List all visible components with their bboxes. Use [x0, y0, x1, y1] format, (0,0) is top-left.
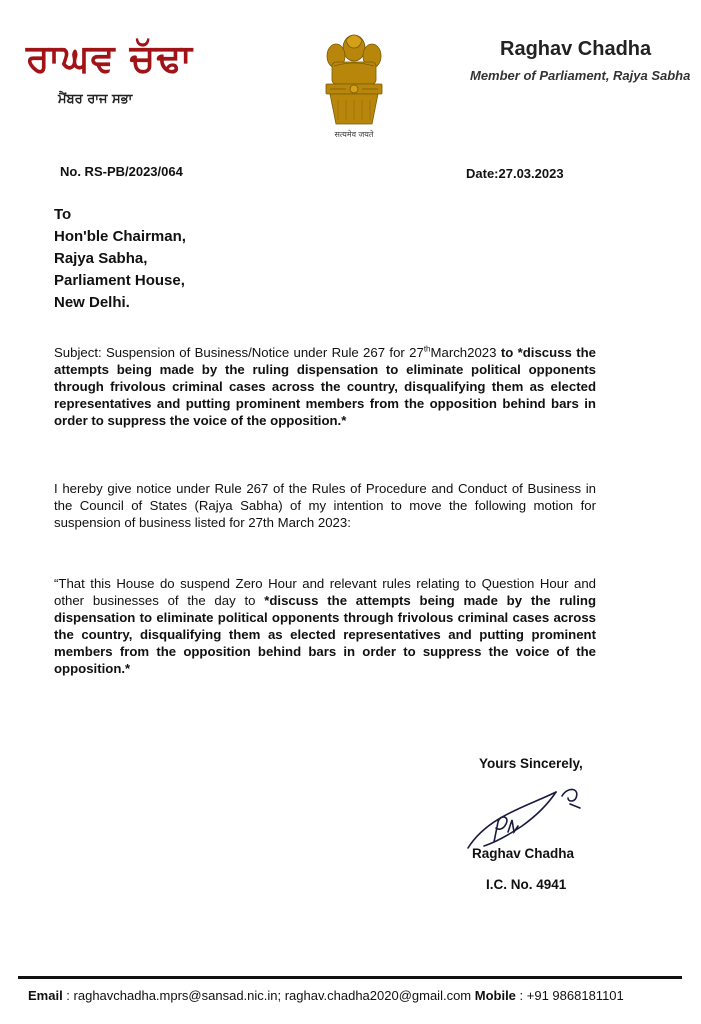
subject-prefix: Subject: Suspension of Business/Notice under Rule 267 for 27: [54, 345, 424, 360]
notice-paragraph: I hereby give notice under Rule 267 of the Rules of Procedure and Conduct of Business in the Council of States (Rajya Sabha) of my intention to move the following motion for suspension of business listed for 27th March 2023:: [54, 481, 596, 530]
email-addresses: raghavchadha.mprs@sansad.nic.in; raghav.chadha2020@gmail.com: [73, 988, 475, 1003]
motion-bold-text: *discuss the attempts being made by the ruling dispensation to eliminate political opponents through frivolous criminal cases across the country, disqualifying them as elected representatives and putting prominent members from the opposition behind bars in order to suppress the voice of the opposition.*: [54, 593, 597, 676]
letterhead-name-gurmukhi: ਰਾਘਵ ਚੱਢਾ: [26, 36, 194, 80]
footer-contact: [28, 988, 624, 1003]
address-line: Hon'ble Chairman,: [54, 228, 186, 245]
reference-number: No. RS-PB/2023/064: [60, 164, 183, 179]
address-line: New Delhi.: [54, 294, 130, 311]
footer-divider: [18, 976, 682, 979]
subject-month: March2023: [430, 345, 501, 360]
motion-regular-text: “That this House do suspend Zero Hour and relevant rules relating to Question Hour and other businesses of the day to: [54, 576, 596, 608]
letterhead-name: Raghav Chadha: [500, 38, 652, 60]
address-line: Parliament House,: [54, 272, 185, 289]
recipient-address: [54, 204, 186, 314]
address-line: To: [54, 206, 72, 223]
motion-paragraph: [54, 575, 596, 677]
emblem-motto: सत्यमेव जयते: [334, 130, 374, 139]
signatory-name: Raghav Chadha: [472, 846, 575, 861]
subject-superscript: th: [423, 344, 431, 354]
signatory-ic-number: I.C. No. 4941: [486, 877, 567, 892]
national-emblem-icon: [316, 26, 392, 144]
mobile-number: : +91 9868181101: [515, 988, 624, 1003]
email-label: Email: [28, 988, 63, 1003]
letterhead-title-gurmukhi: ਮੈਂਬਰ ਰਾਜ ਸਭਾ: [58, 92, 133, 107]
subject-bold-text: to *discuss the attempts being made by the ruling dispensation to eliminate political opponents through frivolous criminal cases across the country, disqualifying them as elected representatives and putting prominent members from the opposition behind bars in order to suppress the voice of the opposition.*: [54, 345, 596, 428]
mobile-label: Mobile: [474, 988, 516, 1003]
address-line: Rajya Sabha,: [54, 250, 148, 267]
subject-paragraph: [54, 344, 596, 429]
closing-salutation: Yours Sincerely,: [479, 756, 583, 771]
email-separator: :: [62, 988, 74, 1003]
letter-date: Date:27.03.2023: [466, 166, 564, 181]
letterhead-title: Member of Parliament, Rajya Sabha: [470, 68, 691, 83]
